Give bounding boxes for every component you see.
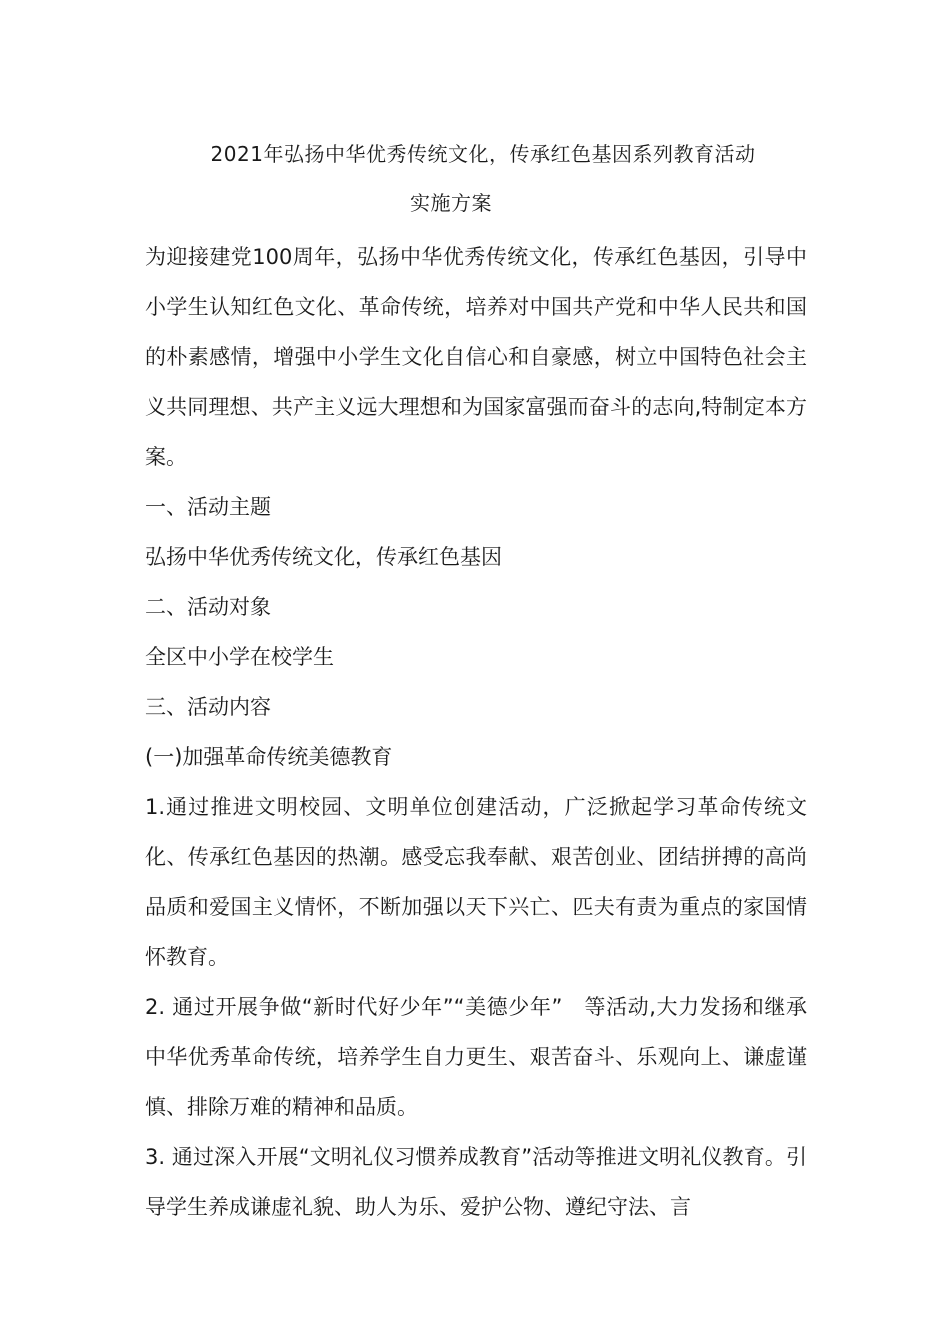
content-item-1: 1.通过推进文明校园、文明单位创建活动，广泛掀起学习革命传统文化、传承红色基因的热潮。感受忘我奉献、艰苦创业、团结拼搏的高尚品质和爱国主义情怀，不断加强以天下兴亡、匹夫有责为重点的家国情怀教育。 (145, 795, 807, 969)
intro-paragraph: 为迎接建党100周年，弘扬中华优秀传统文化，传承红色基因，引导中小学生认知红色文化、革命传统，培养对中国共产党和中华人民共和国的朴素感情，增强中小学生文化自信心和自豪感，树立中国特色社会主义共同理想、共产主义远大理想和为国家富强而奋斗的志向,特制定本方案。 (145, 245, 807, 469)
document-title-line1: 2021年弘扬中华优秀传统文化，传承红色基因系列教育活动 (210, 142, 756, 166)
document-title-line2: 实施方案 (410, 191, 492, 215)
content-item-2: 2. 通过开展争做“新时代好少年”“美德少年” 等活动,大力发扬和继承中华优秀革命传统，培养学生自力更生、艰苦奋斗、乐观向上、谦虚谨慎、排除万难的精神和品质。 (145, 995, 807, 1119)
document-body (145, 232, 807, 1232)
section-text-theme: 弘扬中华优秀传统文化，传承红色基因 (145, 545, 502, 569)
content-item-3: 3. 通过深入开展“文明礼仪习惯养成教育”活动等推进文明礼仪教育。引导学生养成谦虚礼貌、助人为乐、爱护公物、遵纪守法、言 (145, 1145, 807, 1219)
section-heading-audience: 二、活动对象 (145, 595, 271, 619)
section-text-audience: 全区中小学在校学生 (145, 645, 334, 669)
subsection-heading-1: (一)加强革命传统美德教育 (145, 745, 393, 769)
section-heading-theme: 一、活动主题 (145, 495, 271, 519)
section-heading-content: 三、活动内容 (145, 695, 271, 719)
